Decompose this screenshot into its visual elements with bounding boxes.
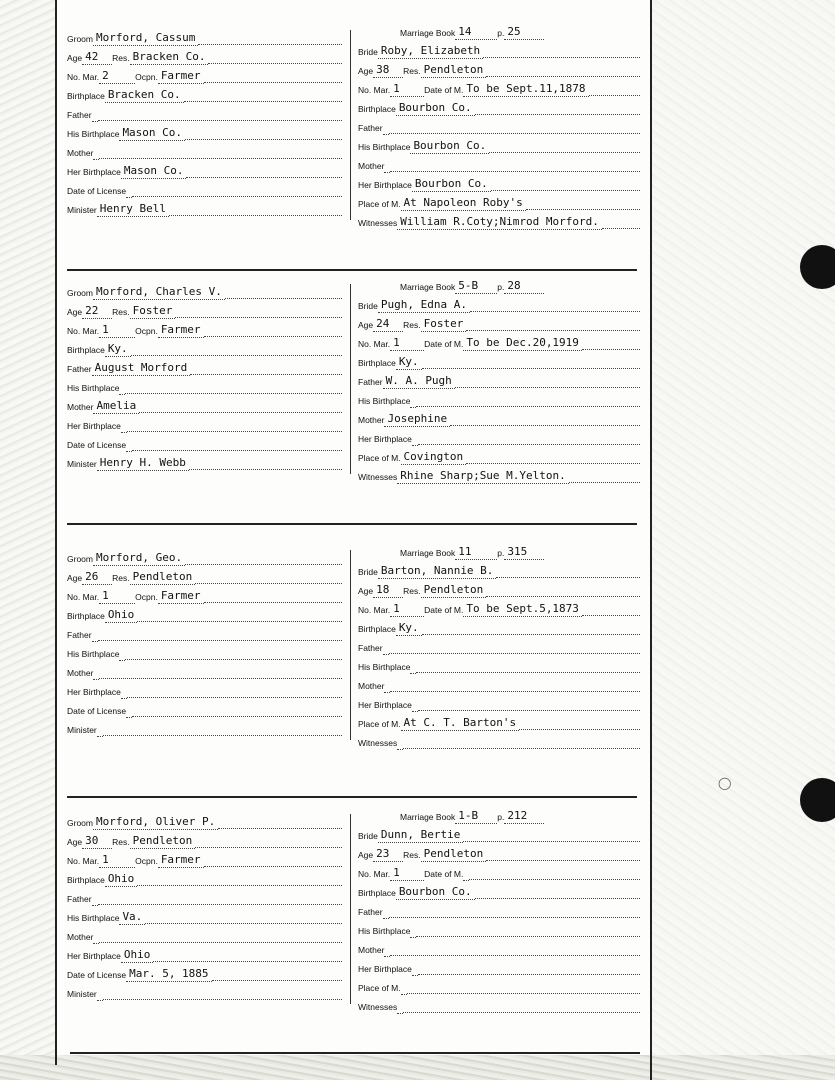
bride-age: 24: [373, 318, 403, 332]
bride-mother-birthplace-row: [358, 174, 640, 192]
field-label: Groom: [67, 554, 93, 564]
field-label: Mother: [358, 945, 385, 955]
field-label: Mother: [67, 148, 94, 158]
field-label: Date of M.: [424, 869, 464, 879]
field-label: Place of M.: [358, 719, 401, 729]
bride-residence: Pendleton: [421, 848, 487, 862]
field-label: Date of M.: [424, 85, 464, 95]
bride-age-res-row: [358, 580, 640, 598]
bride-mother-birthplace-row: [358, 694, 640, 712]
field-label: Date of M.: [424, 605, 464, 615]
field-label: Her Birthplace: [67, 951, 121, 961]
field-label: Res.: [112, 573, 130, 583]
groom-mother-birthplace-row: [67, 681, 342, 699]
field-label: Father: [358, 377, 383, 387]
field-label: Age: [358, 850, 374, 860]
groom-age: 26: [82, 571, 112, 585]
groom-mother-row: [67, 142, 342, 160]
bride-number-of-marriages: 1: [390, 603, 424, 617]
column-divider: [350, 30, 351, 220]
groom-birthplace: Ohio: [105, 609, 138, 623]
field-label: Father: [67, 110, 92, 120]
bride-birthplace-row: [358, 618, 640, 636]
column-divider: [350, 284, 351, 474]
field-label: Father: [358, 643, 383, 653]
bride-residence: Pendleton: [421, 584, 487, 598]
field-label: Res.: [403, 66, 421, 76]
field-label: Age: [67, 53, 83, 63]
field-label: Age: [67, 573, 83, 583]
bride-name-row: [358, 825, 640, 843]
marriage-witnesses-row: [358, 466, 640, 484]
groom-age-res-row: [67, 567, 342, 585]
field-label: Father: [67, 364, 92, 374]
bride-number-of-marriages: 1: [390, 867, 424, 881]
groom-number-of-marriages: 1: [99, 854, 135, 868]
groom-age-res-row: [67, 47, 342, 65]
marriage-witnesses-row: [358, 212, 640, 230]
field-label: Place of M.: [358, 983, 401, 993]
marriage-book-page: 212: [504, 810, 544, 824]
groom-residence: Bracken Co.: [130, 51, 209, 65]
field-label: Place of M.: [358, 199, 401, 209]
field-label: Birthplace: [67, 611, 105, 621]
bride-name: Roby, Elizabeth: [378, 45, 483, 59]
field-label: Marriage Book: [400, 548, 456, 558]
groom-mother-birthplace-row: [67, 415, 342, 433]
groom-minister: Henry Bell: [97, 203, 169, 217]
groom-birthplace-row: [67, 869, 342, 887]
groom-mother-row: [67, 926, 342, 944]
field-label: Mother: [358, 681, 385, 691]
record-separator: [67, 796, 637, 798]
bride-birthplace: Ky.: [396, 356, 422, 370]
marriage-book-number: 1-B: [455, 810, 497, 824]
field-label: No. Mar.: [67, 856, 100, 866]
field-label: Ocpn.: [135, 592, 158, 602]
field-label: Her Birthplace: [358, 434, 412, 444]
bride-name-row: [358, 41, 640, 59]
bride-father-row: [358, 901, 640, 919]
groom-birthplace-row: [67, 605, 342, 623]
bride-mother: Josephine: [384, 413, 450, 427]
field-label: Date of License: [67, 440, 127, 450]
bride-mother-birthplace: Bourbon Co.: [412, 178, 491, 192]
groom-birthplace: Bracken Co.: [105, 89, 184, 103]
field-label: Bride: [358, 47, 378, 57]
groom-father-birthplace-row: [67, 643, 342, 661]
bride-mother-row: [358, 155, 640, 173]
bride-father-row: [358, 637, 640, 655]
field-label: His Birthplace: [358, 396, 411, 406]
field-label: Marriage Book: [400, 812, 456, 822]
marriage-book-number: 11: [455, 546, 497, 560]
bride-age: 18: [373, 584, 403, 598]
bride-age: 38: [373, 64, 403, 78]
bride-name-row: [358, 561, 640, 579]
bride-father-birthplace-row: [358, 390, 640, 408]
field-label: Marriage Book: [400, 28, 456, 38]
scan-noise-bottom: [0, 1055, 835, 1080]
field-label: Age: [67, 307, 83, 317]
marriage-book-page: 25: [504, 26, 544, 40]
page-border-right: [650, 0, 652, 1080]
field-label: His Birthplace: [358, 142, 411, 152]
field-label: Res.: [112, 307, 130, 317]
groom-age-res-row: [67, 831, 342, 849]
marriage-witnesses: William R.Coty;Nimrod Morford.: [397, 216, 602, 230]
place-of-marriage: At Napoleon Roby's: [401, 197, 526, 211]
bride-number-of-marriages: 1: [390, 337, 424, 351]
groom-nomar-ocpn-row: [67, 320, 342, 338]
bride-father-birthplace-row: [358, 136, 640, 154]
bride-residence: Pendleton: [421, 64, 487, 78]
groom-father-birthplace-row: [67, 907, 342, 925]
groom-father-birthplace-row: [67, 377, 342, 395]
marriage-book-number: 5-B: [455, 280, 497, 294]
groom-number-of-marriages: 1: [99, 324, 135, 338]
place-of-marriage-row: [358, 193, 640, 211]
bride-age-res-row: [358, 314, 640, 332]
field-label: No. Mar.: [67, 72, 100, 82]
field-label: Her Birthplace: [67, 687, 121, 697]
field-label: His Birthplace: [67, 913, 120, 923]
bride-father-birthplace: Bourbon Co.: [410, 140, 489, 154]
field-label: His Birthplace: [358, 926, 411, 936]
groom-name: Morford, Charles V.: [93, 286, 225, 300]
column-divider: [350, 550, 351, 740]
groom-residence: Pendleton: [130, 571, 196, 585]
field-label: Age: [358, 66, 374, 76]
bride-mother-birthplace-row: [358, 428, 640, 446]
bride-age: 23: [373, 848, 403, 862]
groom-mother-row: [67, 396, 342, 414]
bride-age-res-row: [358, 60, 640, 78]
marriage-witnesses-row: [358, 732, 640, 750]
marriage-witnesses: Rhine Sharp;Sue M.Yelton.: [397, 470, 569, 484]
field-label: Age: [358, 320, 374, 330]
field-label: His Birthplace: [67, 383, 120, 393]
groom-date-of-license: Mar. 5, 1885: [126, 968, 211, 982]
groom-date-of-license-row: [67, 180, 342, 198]
groom-name-row: [67, 282, 342, 300]
groom-father-row: [67, 624, 342, 642]
groom-mother-birthplace: Ohio: [121, 949, 154, 963]
groom-mother-birthplace-row: [67, 161, 342, 179]
groom-occupation: Farmer: [158, 590, 204, 604]
bride-number-of-marriages: 1: [390, 83, 424, 97]
bride-nomar-date-row: [358, 863, 640, 881]
field-label: Minister: [67, 459, 97, 469]
groom-birthplace: Ohio: [105, 873, 138, 887]
groom-name: Morford, Oliver P.: [93, 816, 218, 830]
bride-residence: Foster: [421, 318, 467, 332]
bride-father-row: [358, 371, 640, 389]
field-label: Her Birthplace: [358, 180, 412, 190]
groom-minister-row: [67, 453, 342, 471]
groom-residence: Foster: [130, 305, 176, 319]
bride-mother-row: [358, 409, 640, 427]
field-label: p.: [497, 28, 505, 38]
field-label: Groom: [67, 288, 93, 298]
groom-number-of-marriages: 1: [99, 590, 135, 604]
bride-birthplace-row: [358, 98, 640, 116]
field-label: No. Mar.: [358, 869, 391, 879]
groom-occupation: Farmer: [158, 854, 204, 868]
groom-nomar-ocpn-row: [67, 850, 342, 868]
field-label: No. Mar.: [358, 605, 391, 615]
marriage-book-page: 28: [504, 280, 544, 294]
field-label: Ocpn.: [135, 72, 158, 82]
field-label: Witnesses: [358, 472, 398, 482]
bride-father: W. A. Pugh: [383, 375, 455, 389]
groom-father-birthplace: Mason Co.: [119, 127, 185, 141]
groom-mother: Amelia: [93, 400, 139, 414]
place-of-marriage: At C. T. Barton's: [401, 717, 520, 731]
date-of-marriage: To be Sept.5,1873: [463, 603, 582, 617]
groom-mother-birthplace-row: [67, 945, 342, 963]
field-label: Father: [67, 894, 92, 904]
date-of-marriage: To be Sept.11,1878: [463, 83, 588, 97]
field-label: Ocpn.: [135, 326, 158, 336]
field-label: Bride: [358, 301, 378, 311]
groom-father-row: [67, 104, 342, 122]
field-label: Res.: [112, 837, 130, 847]
marriage-book-row: [400, 806, 570, 824]
groom-number-of-marriages: 2: [99, 70, 135, 84]
groom-father-birthplace: Va.: [119, 911, 145, 925]
field-label: p.: [497, 548, 505, 558]
record-separator: [67, 523, 637, 525]
field-label: Her Birthplace: [358, 700, 412, 710]
field-label: Father: [358, 907, 383, 917]
bride-nomar-date-row: [358, 79, 640, 97]
field-label: Her Birthplace: [358, 964, 412, 974]
field-label: Mother: [67, 932, 94, 942]
bride-nomar-date-row: [358, 333, 640, 351]
bride-mother-row: [358, 675, 640, 693]
bride-birthplace-row: [358, 352, 640, 370]
bride-name: Pugh, Edna A.: [378, 299, 470, 313]
field-label: Father: [358, 123, 383, 133]
field-label: p.: [497, 812, 505, 822]
field-label: Minister: [67, 205, 97, 215]
groom-minister-row: [67, 719, 342, 737]
field-label: Mother: [358, 415, 385, 425]
field-label: His Birthplace: [67, 129, 120, 139]
groom-age: 42: [82, 51, 112, 65]
bride-nomar-date-row: [358, 599, 640, 617]
groom-occupation: Farmer: [158, 324, 204, 338]
groom-name-row: [67, 28, 342, 46]
field-label: Mother: [358, 161, 385, 171]
groom-minister: Henry H. Webb: [97, 457, 189, 471]
bride-birthplace: Ky.: [396, 622, 422, 636]
field-label: Witnesses: [358, 738, 398, 748]
groom-date-of-license-row: [67, 434, 342, 452]
field-label: Father: [67, 630, 92, 640]
marriage-book-number: 14: [455, 26, 497, 40]
field-label: No. Mar.: [358, 85, 391, 95]
groom-nomar-ocpn-row: [67, 66, 342, 84]
bride-father-birthplace-row: [358, 920, 640, 938]
field-label: Place of M.: [358, 453, 401, 463]
field-label: Mother: [67, 668, 94, 678]
groom-mother-row: [67, 662, 342, 680]
groom-name-row: [67, 548, 342, 566]
bride-birthplace: Bourbon Co.: [396, 886, 475, 900]
field-label: Birthplace: [358, 888, 396, 898]
page-border-bottom: [70, 1052, 640, 1054]
field-label: Her Birthplace: [67, 421, 121, 431]
field-label: Bride: [358, 831, 378, 841]
groom-nomar-ocpn-row: [67, 586, 342, 604]
stray-mark: ◯: [718, 776, 732, 790]
marriage-witnesses-row: [358, 996, 640, 1014]
bride-mother-row: [358, 939, 640, 957]
groom-father-row: [67, 358, 342, 376]
groom-birthplace-row: [67, 85, 342, 103]
field-label: No. Mar.: [67, 592, 100, 602]
groom-birthplace: Ky.: [105, 343, 131, 357]
field-label: Mother: [67, 402, 94, 412]
groom-name: Morford, Cassum: [93, 32, 198, 46]
field-label: Date of M.: [424, 339, 464, 349]
scan-noise-left: [0, 0, 55, 1080]
date-of-marriage: To be Dec.20,1919: [463, 337, 582, 351]
field-label: Bride: [358, 567, 378, 577]
field-label: Birthplace: [358, 104, 396, 114]
place-of-marriage-row: [358, 977, 640, 995]
scan-noise-right: [652, 0, 835, 1080]
groom-date-of-license-row: [67, 700, 342, 718]
marriage-book-row: [400, 276, 570, 294]
groom-father-birthplace-row: [67, 123, 342, 141]
groom-age: 30: [82, 835, 112, 849]
field-label: Minister: [67, 725, 97, 735]
field-label: Witnesses: [358, 218, 398, 228]
marriage-book-row: [400, 542, 570, 560]
field-label: Res.: [403, 320, 421, 330]
groom-minister-row: [67, 199, 342, 217]
field-label: Res.: [403, 586, 421, 596]
place-of-marriage-row: [358, 713, 640, 731]
field-label: Marriage Book: [400, 282, 456, 292]
groom-name-row: [67, 812, 342, 830]
groom-age-res-row: [67, 301, 342, 319]
groom-birthplace-row: [67, 339, 342, 357]
field-label: No. Mar.: [358, 339, 391, 349]
bride-age-res-row: [358, 844, 640, 862]
field-label: Minister: [67, 989, 97, 999]
page-border-left: [55, 0, 57, 1065]
groom-date-of-license-row: [67, 964, 342, 982]
marriage-book-page: 315: [504, 546, 544, 560]
field-label: Witnesses: [358, 1002, 398, 1012]
bride-birthplace-row: [358, 882, 640, 900]
place-of-marriage: Covington: [401, 451, 467, 465]
groom-residence: Pendleton: [130, 835, 196, 849]
field-label: Res.: [403, 850, 421, 860]
marriage-book-row: [400, 22, 570, 40]
bride-father-row: [358, 117, 640, 135]
groom-occupation: Farmer: [158, 70, 204, 84]
field-label: Birthplace: [67, 875, 105, 885]
field-label: Birthplace: [358, 624, 396, 634]
groom-name: Morford, Geo.: [93, 552, 185, 566]
groom-father-row: [67, 888, 342, 906]
groom-minister-row: [67, 983, 342, 1001]
groom-age: 22: [82, 305, 112, 319]
bride-father-birthplace-row: [358, 656, 640, 674]
field-label: Groom: [67, 34, 93, 44]
bride-name: Barton, Nannie B.: [378, 565, 497, 579]
field-label: His Birthplace: [358, 662, 411, 672]
bride-birthplace: Bourbon Co.: [396, 102, 475, 116]
field-label: Her Birthplace: [67, 167, 121, 177]
bride-mother-birthplace-row: [358, 958, 640, 976]
field-label: Res.: [112, 53, 130, 63]
field-label: Date of License: [67, 970, 127, 980]
bride-name: Dunn, Bertie: [378, 829, 463, 843]
record-separator: [67, 269, 637, 271]
groom-mother-birthplace: Mason Co.: [121, 165, 187, 179]
field-label: Birthplace: [358, 358, 396, 368]
field-label: Age: [67, 837, 83, 847]
field-label: His Birthplace: [67, 649, 120, 659]
field-label: Age: [358, 586, 374, 596]
field-label: No. Mar.: [67, 326, 100, 336]
field-label: p.: [497, 282, 505, 292]
column-divider: [350, 814, 351, 1004]
bride-name-row: [358, 295, 640, 313]
field-label: Date of License: [67, 706, 127, 716]
field-label: Birthplace: [67, 345, 105, 355]
field-label: Groom: [67, 818, 93, 828]
field-label: Ocpn.: [135, 856, 158, 866]
field-label: Date of License: [67, 186, 127, 196]
field-label: Birthplace: [67, 91, 105, 101]
place-of-marriage-row: [358, 447, 640, 465]
groom-father: August Morford: [92, 362, 191, 376]
